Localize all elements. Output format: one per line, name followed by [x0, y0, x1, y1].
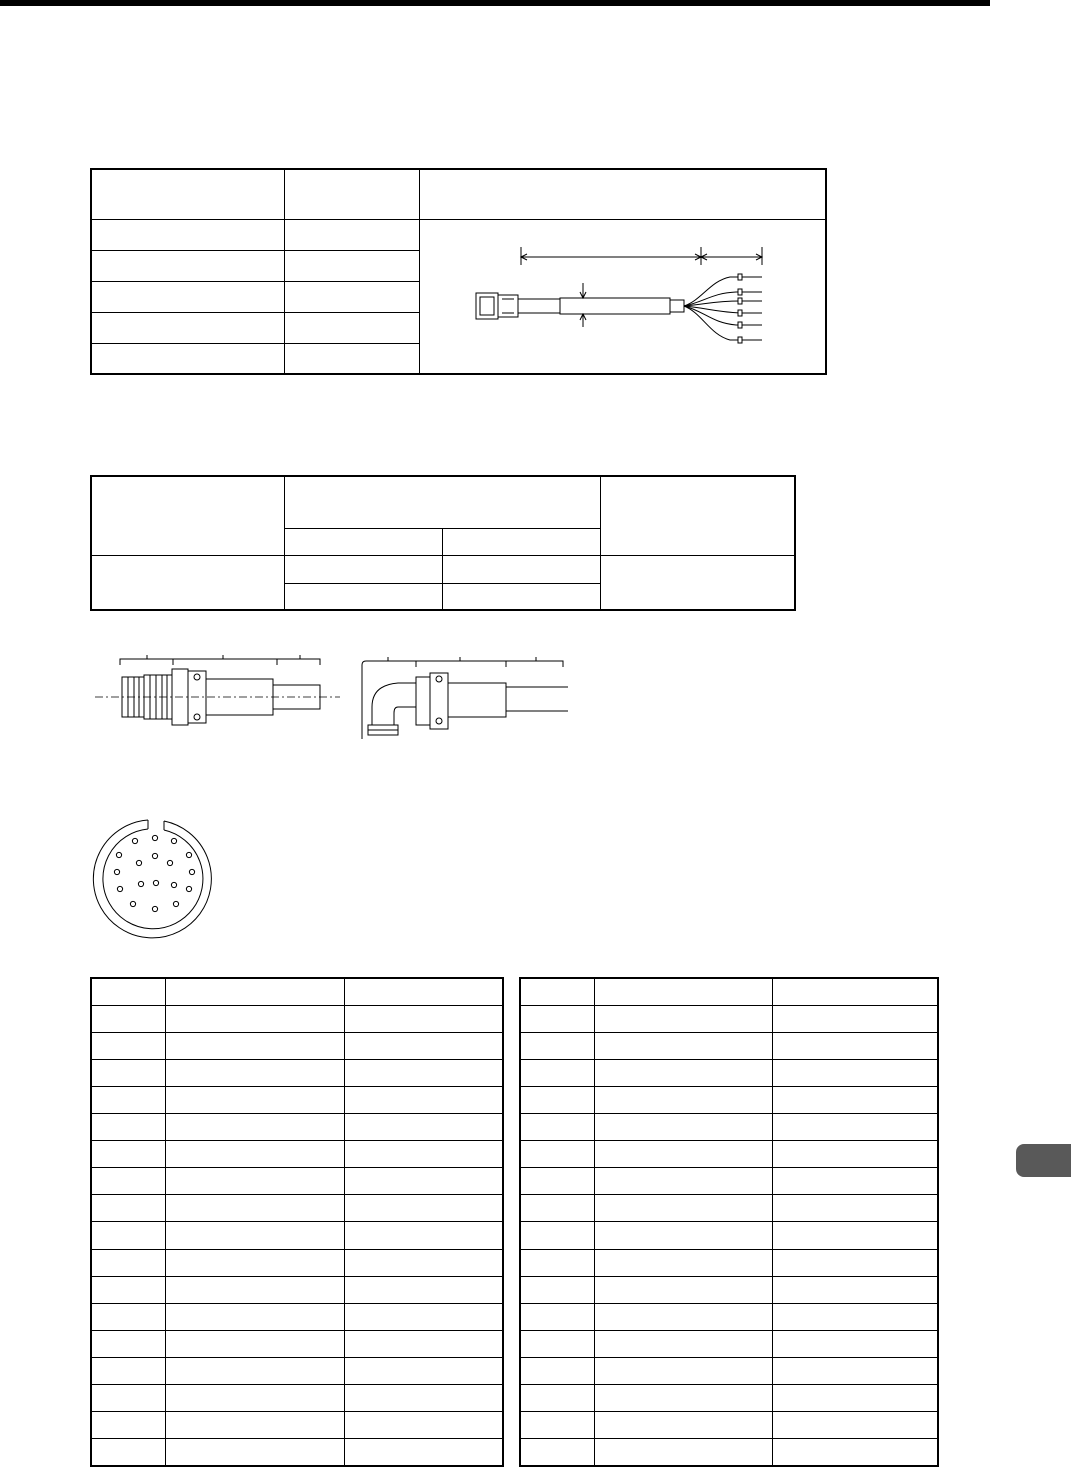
pin-table-cell	[520, 1358, 594, 1385]
pin-table-cell	[165, 978, 344, 1005]
pin-table-cell	[91, 1249, 165, 1276]
pin-table-cell	[344, 1222, 503, 1249]
cable-table-cell	[91, 312, 284, 343]
straight-plug-icon	[95, 655, 345, 735]
pin-table-cell	[91, 1195, 165, 1222]
pin-table-cell	[165, 1412, 344, 1439]
pin-table-cell	[91, 1303, 165, 1330]
pin-table-cell	[165, 1276, 344, 1303]
connector-table-subheader-1	[284, 528, 442, 555]
pin-table-cell	[520, 1032, 594, 1059]
pin-table-cell	[594, 1249, 772, 1276]
pin-table-cell	[91, 1412, 165, 1439]
connector-table-cell	[442, 555, 600, 583]
cable-table-header-3	[419, 169, 826, 219]
pin-table-cell	[772, 1005, 938, 1032]
connector-table	[90, 475, 796, 611]
pin-table-cell	[772, 1249, 938, 1276]
pin-table-cell	[165, 1168, 344, 1195]
pin-table-cell	[594, 1195, 772, 1222]
cable-table-header-1	[91, 169, 284, 219]
pin-table-cell	[594, 1059, 772, 1086]
pin-table-cell	[165, 1114, 344, 1141]
pin-table-cell	[91, 1222, 165, 1249]
connector-table-cell	[284, 555, 442, 583]
pin-table-cell	[91, 1168, 165, 1195]
pin-table-left	[90, 977, 504, 1467]
pin-table-cell	[520, 1439, 594, 1466]
pin-table-cell	[520, 1385, 594, 1412]
pin-table-cell	[165, 1330, 344, 1357]
connector-table-subheader-2	[442, 528, 600, 555]
chapter-tab	[1016, 1144, 1071, 1177]
pin-table-cell	[772, 1195, 938, 1222]
pin-table-cell	[594, 1141, 772, 1168]
pin-table-cell	[594, 1412, 772, 1439]
pin-table-cell	[165, 1032, 344, 1059]
pin-table-cell	[520, 1195, 594, 1222]
connector-table-cell	[91, 555, 284, 610]
pin-table-cell	[91, 1114, 165, 1141]
pin-table-cell	[91, 1005, 165, 1032]
pin-table-cell	[772, 1222, 938, 1249]
connector-table-cell	[442, 583, 600, 610]
pin-table-cell	[594, 1439, 772, 1466]
pin-table-cell	[772, 1303, 938, 1330]
pin-table-cell	[344, 1358, 503, 1385]
pin-table-cell	[594, 1086, 772, 1113]
pin-table-cell	[520, 1005, 594, 1032]
pin-table-cell	[594, 1168, 772, 1195]
pin-table-cell	[165, 1249, 344, 1276]
pin-table-cell	[165, 1385, 344, 1412]
pin-table-cell	[772, 1059, 938, 1086]
pin-table-cell	[344, 1330, 503, 1357]
pin-table-cell	[165, 1059, 344, 1086]
pin-table-cell	[344, 1032, 503, 1059]
pin-table-cell	[772, 1086, 938, 1113]
pin-table-cell	[772, 1168, 938, 1195]
pin-table-cell	[344, 1005, 503, 1032]
cable-table-header-2	[284, 169, 419, 219]
pin-table-cell	[594, 1358, 772, 1385]
pin-table-cell	[165, 1195, 344, 1222]
pin-table-cell	[520, 1303, 594, 1330]
connector-table-cell	[600, 555, 795, 610]
pin-table-cell	[344, 978, 503, 1005]
pin-table-cell	[344, 1059, 503, 1086]
pin-table-cell	[520, 1168, 594, 1195]
pin-table-cell	[91, 1141, 165, 1168]
cable-table-cell	[284, 312, 419, 343]
pin-table-cell	[520, 1276, 594, 1303]
pin-table-cell	[594, 1005, 772, 1032]
cable-table-cell	[91, 343, 284, 374]
pin-table-cell	[594, 1222, 772, 1249]
pin-table-cell	[165, 1086, 344, 1113]
pin-table-cell	[520, 1141, 594, 1168]
pin-table-cell	[165, 1439, 344, 1466]
pin-table-cell	[772, 1114, 938, 1141]
angle-plug-icon	[358, 655, 573, 745]
cable-table-cell	[91, 219, 284, 250]
connector-table-header-2	[284, 476, 600, 528]
pin-table-cell	[520, 1249, 594, 1276]
pin-table-cell	[772, 1141, 938, 1168]
pin-table-cell	[520, 1059, 594, 1086]
pin-table-cell	[772, 1385, 938, 1412]
pin-table-cell	[165, 1303, 344, 1330]
pin-table-cell	[91, 1276, 165, 1303]
pin-table-cell	[165, 1358, 344, 1385]
cable-with-connector-icon	[470, 245, 770, 350]
pin-table-cell	[91, 1358, 165, 1385]
pin-table-cell	[165, 1005, 344, 1032]
pin-table-cell	[91, 1330, 165, 1357]
pin-table-cell	[344, 1439, 503, 1466]
cable-table-cell	[284, 281, 419, 312]
pin-table-cell	[165, 1222, 344, 1249]
header-rule	[0, 0, 990, 6]
connector-table-cell	[284, 583, 442, 610]
pin-table-cell	[91, 1385, 165, 1412]
pin-table-cell	[772, 1032, 938, 1059]
pin-table-cell	[520, 1222, 594, 1249]
pin-table-cell	[594, 1303, 772, 1330]
pin-table-right	[519, 977, 939, 1467]
pin-table-cell	[594, 1385, 772, 1412]
pin-table-cell	[520, 1086, 594, 1113]
pin-table-cell	[344, 1141, 503, 1168]
pin-table-cell	[344, 1086, 503, 1113]
connector-table-header-1	[91, 476, 284, 555]
pin-table-cell	[520, 1114, 594, 1141]
pin-table-cell	[344, 1412, 503, 1439]
pin-table-cell	[772, 1330, 938, 1357]
pin-table-cell	[772, 1439, 938, 1466]
pin-table-cell	[91, 1086, 165, 1113]
pin-table-cell	[594, 1032, 772, 1059]
connector-pin-face-icon	[92, 817, 216, 941]
cable-table-cell	[284, 250, 419, 281]
pin-table-cell	[344, 1195, 503, 1222]
pin-table-cell	[165, 1141, 344, 1168]
pin-table-cell	[520, 1330, 594, 1357]
pin-table-cell	[91, 1032, 165, 1059]
pin-table-cell	[594, 978, 772, 1005]
pin-table-cell	[520, 1412, 594, 1439]
pin-table-cell	[344, 1385, 503, 1412]
cable-table-cell	[284, 343, 419, 374]
pin-table-cell	[594, 1276, 772, 1303]
pin-table-cell	[91, 1059, 165, 1086]
pin-table-cell	[344, 1249, 503, 1276]
pin-table-cell	[772, 978, 938, 1005]
pin-table-cell	[91, 1439, 165, 1466]
pin-table-cell	[594, 1114, 772, 1141]
pin-table-cell	[344, 1168, 503, 1195]
pin-table-cell	[520, 978, 594, 1005]
pin-table-cell	[344, 1114, 503, 1141]
cable-table-cell	[91, 281, 284, 312]
cable-table-cell	[284, 219, 419, 250]
connector-table-header-3	[600, 476, 795, 555]
pin-table-cell	[772, 1412, 938, 1439]
pin-table-cell	[344, 1276, 503, 1303]
pin-table-cell	[594, 1330, 772, 1357]
pin-table-cell	[772, 1358, 938, 1385]
pin-table-cell	[772, 1276, 938, 1303]
pin-table-cell	[344, 1303, 503, 1330]
pin-table-cell	[91, 978, 165, 1005]
cable-table-cell	[91, 250, 284, 281]
